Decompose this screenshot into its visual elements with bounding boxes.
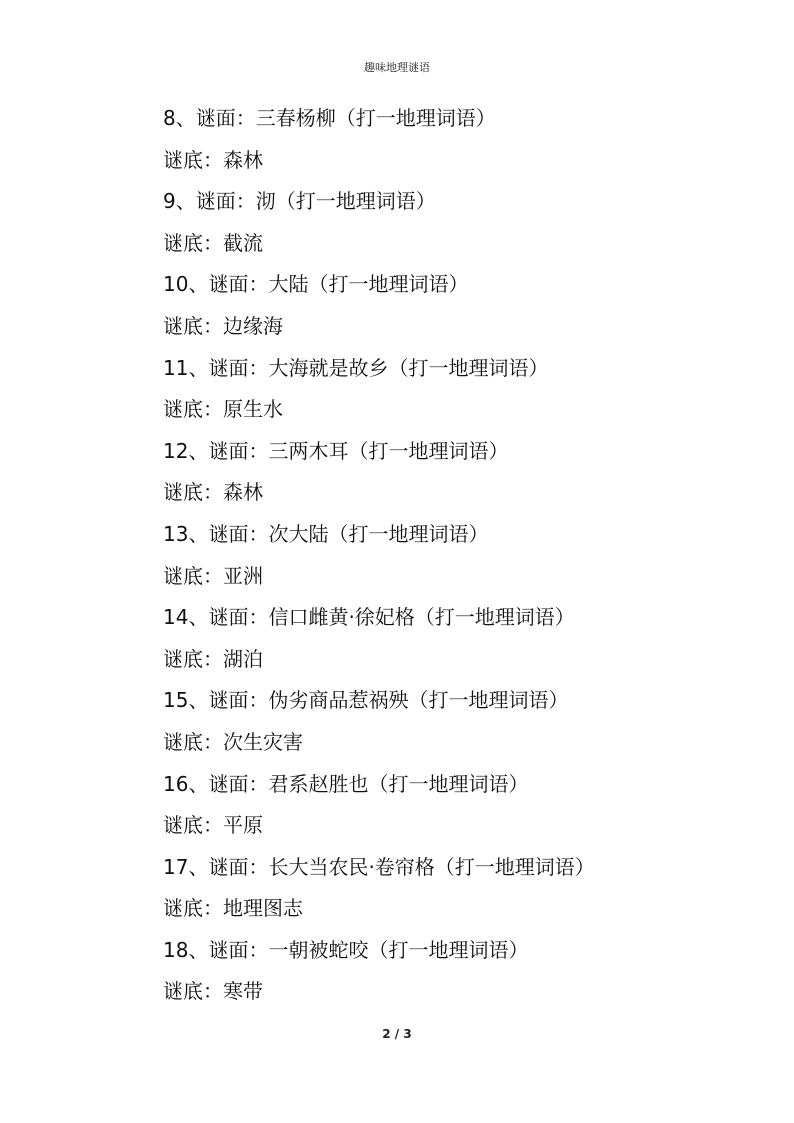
page-footer — [0, 1026, 794, 1042]
riddle-question-9: 9、谜面：沏（打一地理词语） — [163, 189, 436, 214]
riddle-answer-9: 谜底：截流 — [163, 230, 263, 255]
document-title: 趣味地理谜语 — [364, 61, 430, 74]
riddle-question-15: 15、谜面：伪劣商品惹祸殃（打一地理词语） — [163, 688, 569, 713]
riddle-answer-18: 谜底：寒带 — [163, 979, 263, 1004]
riddle-answer-15: 谜底：次生灾害 — [163, 729, 303, 754]
riddle-answer-12: 谜底：森林 — [163, 480, 263, 505]
riddle-answer-17: 谜底：地理图志 — [163, 896, 303, 921]
riddle-question-13: 13、谜面：次大陆（打一地理词语） — [163, 521, 489, 546]
riddle-answer-13: 谜底：亚洲 — [163, 563, 263, 588]
riddle-question-8: 8、谜面：三春杨柳（打一地理词语） — [163, 106, 496, 130]
riddle-question-10: 10、谜面：大陆（打一地理词语） — [163, 272, 469, 297]
riddle-answer-8: 谜底：森林 — [163, 147, 263, 172]
riddle-answer-10: 谜底：边缘海 — [163, 313, 283, 338]
riddle-question-18: 18、谜面：一朝被蛇咬（打一地理词语） — [163, 937, 529, 962]
page-header — [0, 60, 794, 76]
riddle-question-14: 14、谜面：信口雌黄·徐妃格（打一地理词语） — [163, 605, 575, 630]
riddle-answer-14: 谜底：湖泊 — [163, 646, 263, 671]
riddle-question-12: 12、谜面：三两木耳（打一地理词语） — [163, 438, 509, 463]
riddle-answer-11: 谜底：原生水 — [163, 397, 283, 422]
riddle-question-17: 17、谜面：长大当农民·卷帘格（打一地理词语） — [163, 854, 595, 879]
riddle-list — [163, 98, 763, 1013]
riddle-question-16: 16、谜面：君系赵胜也（打一地理词语） — [163, 771, 529, 796]
page-number: 2 / 3 — [382, 1027, 412, 1041]
riddle-answer-16: 谜底：平原 — [163, 813, 263, 838]
riddle-question-11: 11、谜面：大海就是故乡（打一地理词语） — [163, 355, 549, 380]
